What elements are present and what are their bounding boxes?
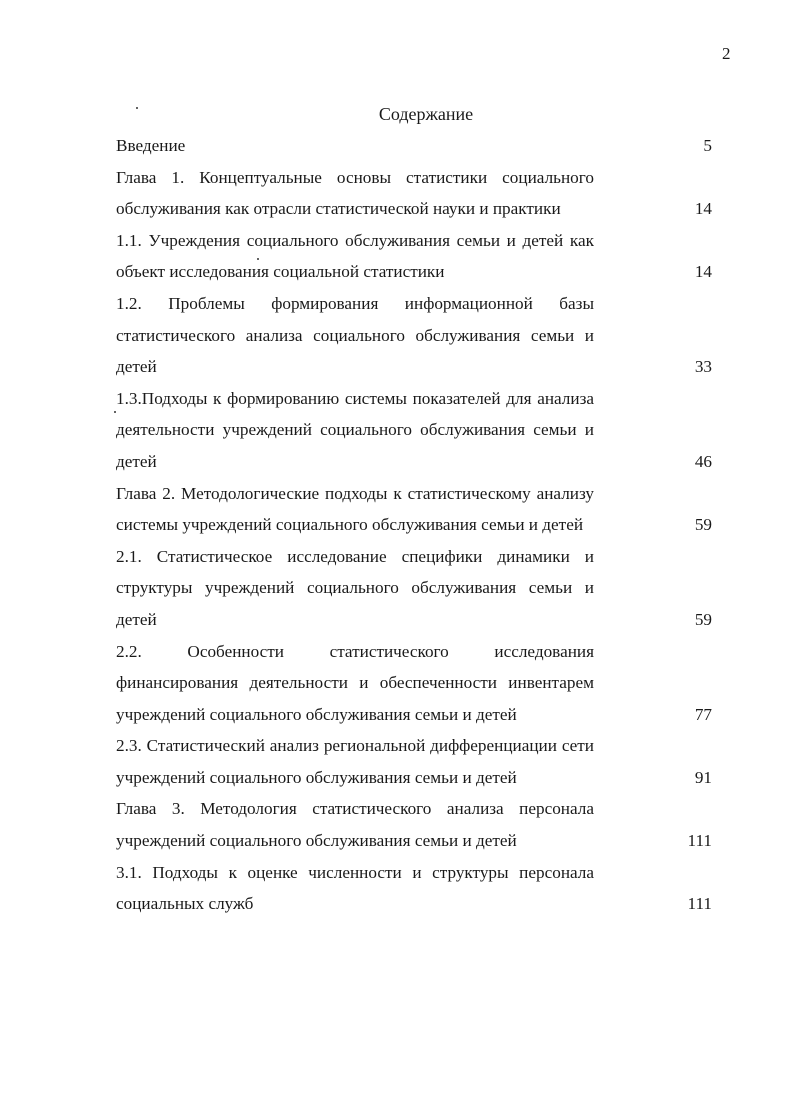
- toc-entry-page: 77: [694, 704, 712, 724]
- toc-entry-page: 14: [694, 199, 712, 219]
- toc-entry-page: 59: [694, 515, 712, 535]
- toc-entry-page: 46: [694, 451, 712, 471]
- toc-entry-title: 3.1. Подходы к оценке численности и структуры персонала социальных служб: [116, 862, 594, 914]
- toc-entry[interactable]: [116, 478, 712, 541]
- toc-entry[interactable]: [116, 162, 712, 225]
- toc-entry-title: 1.2. Проблемы формирования информационной базы статистического анализа социального обслуживания семьи и детей: [116, 293, 594, 377]
- toc-entry-title: 1.1. Учреждения социального обслуживания семьи и детей как объект исследования социальной статистики: [116, 230, 594, 282]
- toc-entry[interactable]: [116, 636, 712, 731]
- toc-entry-title: Глава 2. Методологические подходы к статистическому анализу системы учреждений социального обслуживания семьи и детей: [116, 483, 594, 535]
- toc-entry[interactable]: [116, 225, 712, 288]
- toc-entry-title: 2.1. Статистическое исследование специфики динамики и структуры учреждений социального обслуживания семьи и детей: [116, 546, 594, 629]
- toc-entry-page: 33: [694, 357, 712, 377]
- toc-entry[interactable]: [116, 383, 712, 478]
- toc-entry-title: 2.3. Статистический анализ региональной дифференциации сети учреждений социального обслуживания семьи и детей: [116, 736, 594, 787]
- toc-entry-title: 1.3.Подходы к формированию системы показателей для анализа деятельности учреждений социального обслуживания семьи и детей: [116, 388, 594, 471]
- table-of-contents: [116, 130, 712, 920]
- toc-entry-page: 111: [687, 894, 712, 914]
- toc-entry-page: 91: [694, 767, 712, 787]
- toc-entry[interactable]: [116, 730, 712, 793]
- scan-speck: [136, 107, 138, 109]
- page-title: Содержание: [378, 104, 474, 124]
- toc-entry-title: 2.2. Особенности статистического исследования финансирования деятельности и обеспеченности инвентарем учреждений социального обслуживания семьи и детей: [116, 641, 594, 724]
- toc-entry[interactable]: [116, 288, 712, 383]
- toc-entry-page: 5: [703, 136, 712, 155]
- toc-entry-title: Глава 3. Методология статистического анализа персонала учреждений социального обслуживания семьи и детей: [116, 799, 594, 851]
- toc-entry[interactable]: [116, 857, 712, 920]
- toc-entry-page: 59: [694, 609, 712, 629]
- toc-entry[interactable]: [116, 541, 712, 636]
- toc-entry[interactable]: [116, 793, 712, 856]
- toc-entry-page: 14: [694, 262, 712, 282]
- page-number: 2: [722, 44, 731, 63]
- toc-entry[interactable]: [116, 130, 712, 162]
- toc-entry-page: 111: [687, 831, 712, 851]
- toc-entry-title: Введение: [116, 136, 186, 155]
- toc-entry-title: Глава 1. Концептуальные основы статистики социального обслуживания как отрасли статистической науки и практики: [116, 167, 594, 219]
